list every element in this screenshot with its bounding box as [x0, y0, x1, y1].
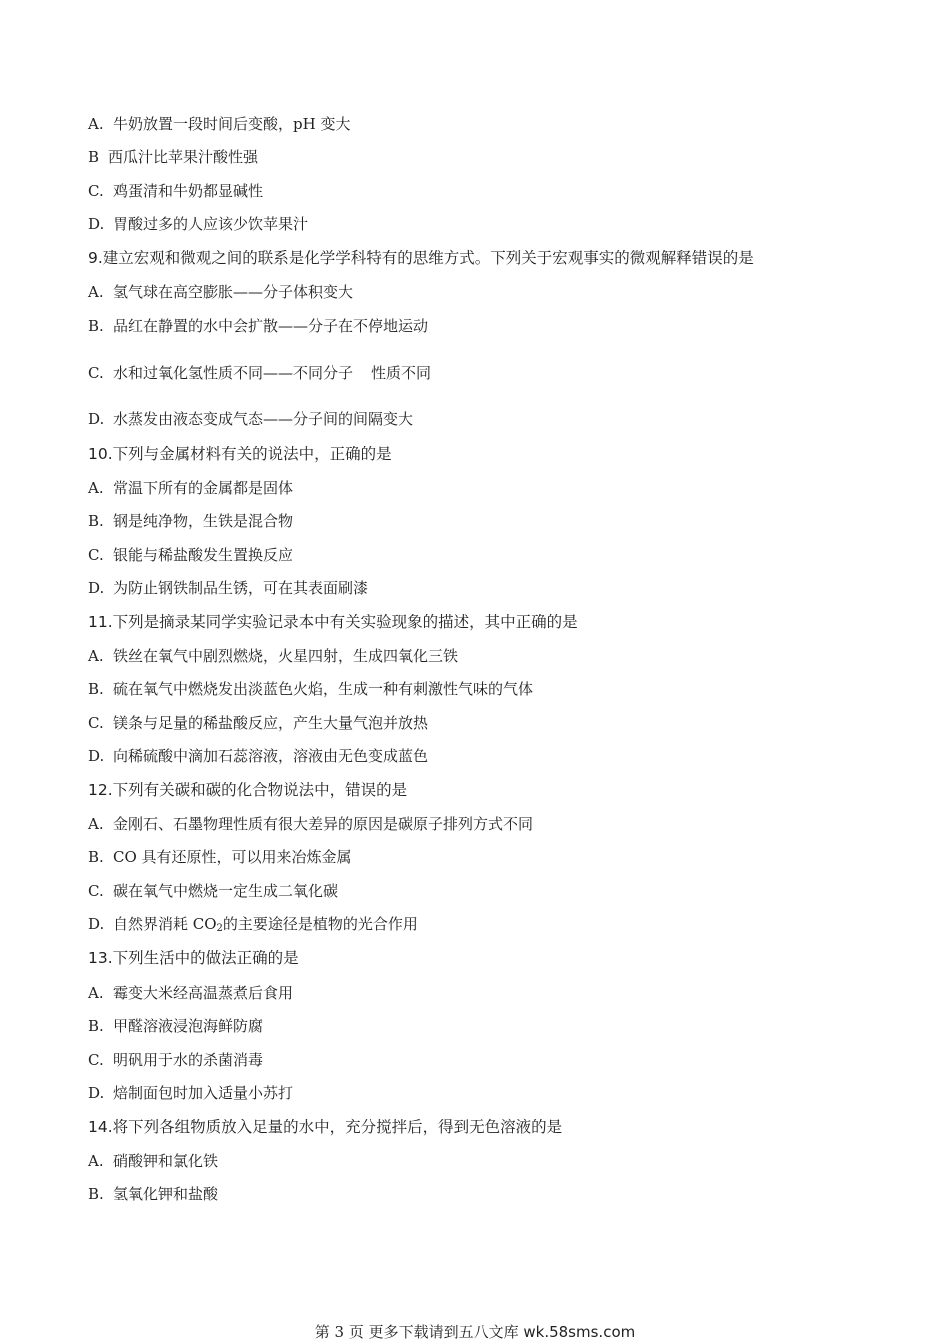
option-text: 霉变大米经高温蒸煮后食用 [113, 984, 294, 1002]
option-text: 硫在氧气中燃烧发出淡蓝色火焰，生成一种有刺激性气味的气体 [113, 680, 534, 698]
option-text: 氢氧化钾和盐酸 [113, 1185, 219, 1203]
q11-option-c [88, 713, 428, 733]
option-letter: A. [88, 815, 104, 833]
q8-option-c [88, 181, 263, 201]
option-text: 氢气球在高空膨胀——分子体积变大 [113, 283, 354, 301]
q13-option-c [88, 1050, 263, 1070]
option-text: 硝酸钾和氯化铁 [113, 1152, 219, 1170]
q12-option-d [88, 914, 418, 934]
q8-option-a [88, 114, 350, 134]
option-letter: A. [88, 479, 104, 497]
option-letter: A. [88, 647, 104, 665]
option-text: 水蒸发由液态变成气态——分子间的间隔变大 [113, 410, 414, 428]
option-text: 西瓜汁比苹果汁酸性强 [108, 148, 259, 166]
option-text: 碳在氧气中燃烧一定生成二氧化碳 [113, 882, 339, 900]
option-text: 银能与稀盐酸发生置换反应 [113, 546, 294, 564]
q14-option-a [88, 1151, 218, 1171]
option-letter: C. [88, 714, 104, 732]
option-text: 为防止钢铁制品生锈，可在其表面刷漆 [113, 579, 369, 597]
option-letter: B. [88, 680, 104, 698]
q10-option-d [88, 578, 368, 598]
option-text: 鸡蛋清和牛奶都显碱性 [113, 182, 264, 200]
option-letter: D. [88, 747, 105, 765]
page-footer [0, 1322, 950, 1342]
option-text: 常温下所有的金属都是固体 [113, 479, 294, 497]
q11-option-a [88, 646, 458, 666]
option-letter: B. [88, 848, 104, 866]
q12-option-b [88, 847, 352, 867]
q11-stem: 11.下列是摘录某同学实验记录本中有关实验现象的描述，其中正确的是 [88, 613, 578, 631]
q9-option-d [88, 409, 413, 429]
q13-option-d [88, 1083, 293, 1103]
option-text: CO 具有还原性，可以用来冶炼金属 [113, 848, 352, 866]
q12-option-a [88, 814, 533, 834]
q9-option-b [88, 316, 428, 336]
q10-option-c [88, 545, 293, 565]
option-text: 镁条与足量的稀盐酸反应，产生大量气泡并放热 [113, 714, 429, 732]
q11-option-d [88, 746, 428, 766]
q10-option-a [88, 478, 293, 498]
option-text: 水和过氧化氢性质不同——不同分子 [113, 364, 354, 382]
option-letter: A. [88, 283, 104, 301]
option-text: 胃酸过多的人应该少饮苹果汁 [113, 215, 309, 233]
option-letter: A. [88, 984, 104, 1002]
option-letter: D. [88, 579, 105, 597]
option-text-continued: 性质不同 [371, 364, 432, 382]
q14-option-b [88, 1184, 218, 1204]
q12-stem: 12.下列有关碳和碳的化合物说法中，错误的是 [88, 781, 408, 799]
option-letter: C. [88, 182, 104, 200]
option-letter: C. [88, 546, 104, 564]
option-letter: D. [88, 1084, 105, 1102]
option-letter: A. [88, 115, 104, 133]
q11-option-b [88, 679, 533, 699]
option-letter: D. [88, 915, 105, 933]
option-letter: C. [88, 882, 104, 900]
q9-stem: 9.建立宏观和微观之间的联系是化学学科特有的思维方式。下列关于宏观事实的微观解释错误的是 [88, 249, 754, 267]
option-text: 自然界消耗 CO [113, 915, 217, 933]
q10-stem: 10.下列与金属材料有关的说法中，正确的是 [88, 445, 392, 463]
option-letter: B. [88, 512, 104, 530]
option-text: 品红在静置的水中会扩散——分子在不停地运动 [113, 317, 429, 335]
q13-stem: 13.下列生活中的做法正确的是 [88, 949, 299, 967]
option-text: 向稀硫酸中滴加石蕊溶液，溶液由无色变成蓝色 [113, 747, 429, 765]
subscript: 2 [216, 923, 223, 934]
q8-option-b [88, 147, 258, 167]
option-letter: D. [88, 215, 105, 233]
option-text-continued: 的主要途径是植物的光合作用 [222, 915, 418, 933]
option-text: 金刚石、石墨物理性质有很大差异的原因是碳原子排列方式不同 [113, 815, 534, 833]
q13-option-a [88, 983, 293, 1003]
option-letter: B [88, 148, 100, 166]
q12-option-c [88, 881, 338, 901]
option-text: 甲醛溶液浸泡海鲜防腐 [113, 1017, 264, 1035]
q9-option-c [88, 363, 431, 383]
option-letter: B. [88, 1185, 104, 1203]
q13-option-b [88, 1016, 263, 1036]
option-letter: B. [88, 317, 104, 335]
q8-option-d [88, 214, 308, 234]
q9-option-a [88, 282, 353, 302]
option-text: 钢是纯净物，生铁是混合物 [113, 512, 294, 530]
option-text: 焙制面包时加入适量小苏打 [113, 1084, 294, 1102]
option-letter: B. [88, 1017, 104, 1035]
option-text: 明矾用于水的杀菌消毒 [113, 1051, 264, 1069]
q10-option-b [88, 511, 293, 531]
option-letter: C. [88, 364, 104, 382]
option-letter: A. [88, 1152, 104, 1170]
footer-site-link[interactable]: wk.58sms.com [523, 1323, 636, 1341]
option-letter: D. [88, 410, 105, 428]
footer-page-label: 第 3 页 更多下载请到五八文库 [314, 1323, 524, 1341]
q14-stem: 14.将下列各组物质放入足量的水中，充分搅拌后，得到无色溶液的是 [88, 1118, 563, 1136]
option-text: 铁丝在氧气中剧烈燃烧，火星四射，生成四氧化三铁 [113, 647, 459, 665]
option-text: 牛奶放置一段时间后变酸，pH 变大 [113, 115, 351, 133]
option-letter: C. [88, 1051, 104, 1069]
